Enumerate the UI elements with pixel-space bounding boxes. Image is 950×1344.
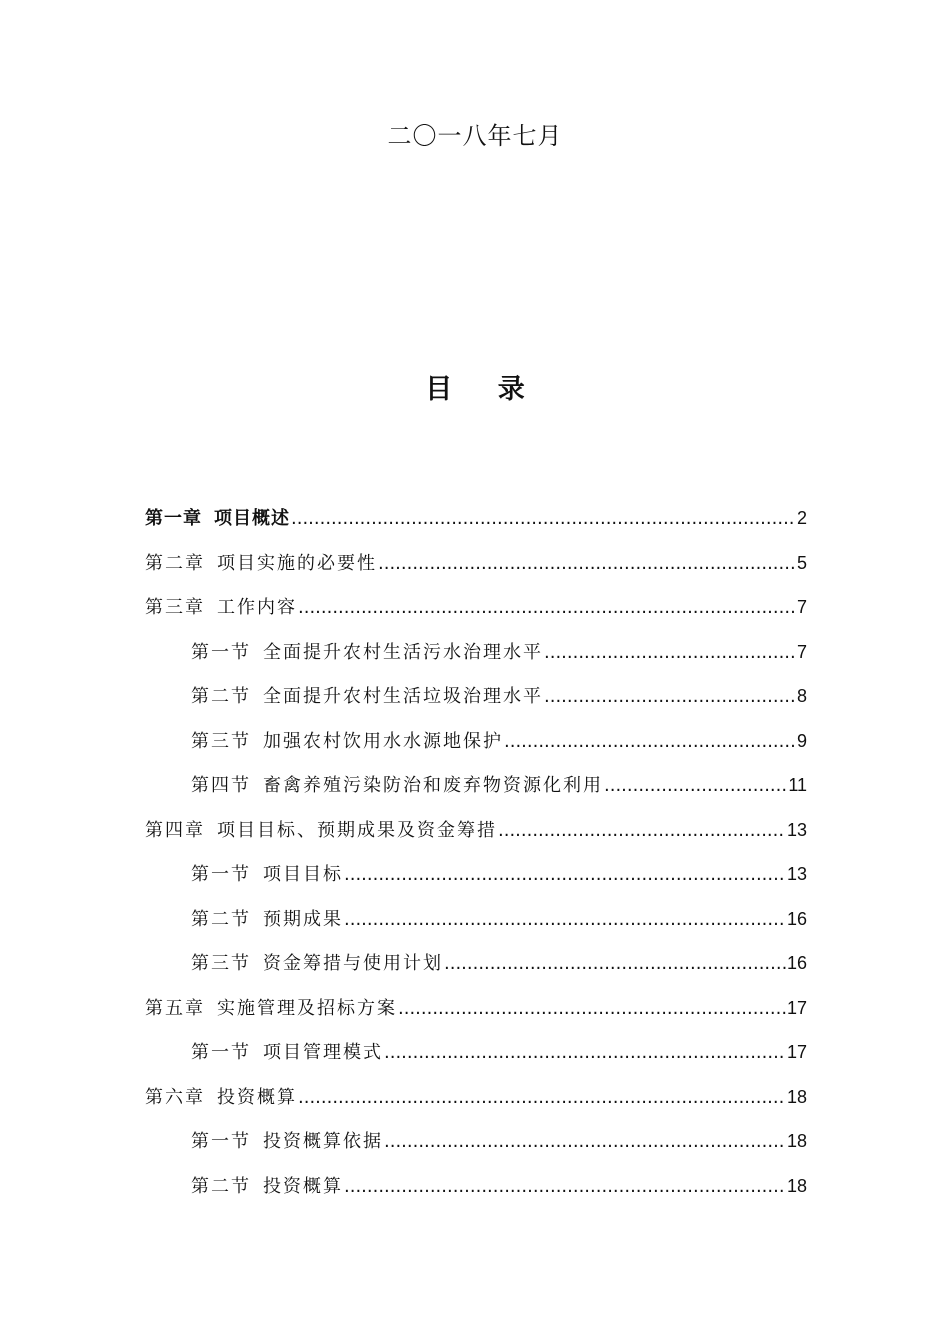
toc-dot-leader xyxy=(544,679,796,715)
toc-entry-title: 实施管理及招标方案 xyxy=(217,997,397,1019)
toc-dot-leader xyxy=(298,1080,786,1116)
toc-entry-label xyxy=(145,991,397,1027)
toc-entry-number: 第二节 xyxy=(191,686,251,707)
toc-dot-leader xyxy=(291,501,796,537)
toc-page-number: 17 xyxy=(786,1042,807,1062)
toc-entry-title: 项目目标 xyxy=(263,864,343,885)
toc-entry-label xyxy=(191,768,603,804)
toc-page-number: 7 xyxy=(796,641,807,662)
table-of-contents xyxy=(145,500,807,1212)
toc-entry[interactable] xyxy=(145,901,807,946)
toc-dot-leader xyxy=(444,946,786,982)
toc-entry-number: 第二章 xyxy=(145,552,205,574)
toc-entry-title: 投资概算 xyxy=(217,1086,297,1108)
toc-entry-label xyxy=(191,1169,343,1205)
toc-page-number: 2 xyxy=(796,508,807,528)
toc-page-number: 8 xyxy=(796,686,807,706)
toc-entry-number: 第一章 xyxy=(145,508,202,529)
toc-dot-leader xyxy=(398,991,786,1027)
toc-entry-title: 项目管理模式 xyxy=(263,1042,383,1063)
toc-entry[interactable] xyxy=(145,545,807,590)
toc-dot-leader xyxy=(344,1169,786,1205)
toc-entry-label xyxy=(191,946,443,982)
toc-entry[interactable] xyxy=(145,634,807,679)
toc-entry-label xyxy=(145,813,497,849)
toc-dot-leader xyxy=(298,590,796,626)
toc-entry-title: 投资概算 xyxy=(263,1175,343,1197)
toc-page-number: 16 xyxy=(786,953,807,973)
toc-page-number: 18 xyxy=(786,1175,807,1196)
toc-entry[interactable] xyxy=(145,723,807,768)
toc-page-number: 9 xyxy=(796,730,807,751)
toc-page-number: 11 xyxy=(788,775,807,795)
toc-dot-leader xyxy=(544,635,796,671)
toc-entry-title: 项目实施的必要性 xyxy=(217,552,377,574)
toc-page-number: 13 xyxy=(786,819,807,840)
toc-entry-title: 投资概算依据 xyxy=(263,1131,383,1152)
toc-heading: 目 录 xyxy=(425,374,543,405)
toc-entry[interactable] xyxy=(145,856,807,901)
toc-dot-leader xyxy=(504,724,796,760)
toc-entry-label xyxy=(191,724,503,760)
toc-entry[interactable] xyxy=(145,1079,807,1124)
toc-entry-title: 工作内容 xyxy=(217,597,297,618)
toc-entry-number: 第一节 xyxy=(191,641,251,663)
toc-entry-label xyxy=(191,635,543,671)
toc-entry-label xyxy=(145,501,290,537)
toc-entry[interactable] xyxy=(145,589,807,634)
toc-entry-number: 第六章 xyxy=(145,1086,205,1108)
toc-page-number: 18 xyxy=(786,1086,807,1107)
toc-entry[interactable] xyxy=(145,767,807,812)
toc-entry-number: 第一节 xyxy=(191,864,251,885)
toc-dot-leader xyxy=(384,1124,786,1160)
toc-entry[interactable] xyxy=(145,500,807,545)
toc-entry[interactable] xyxy=(145,1168,807,1213)
toc-entry-label xyxy=(191,857,343,893)
toc-dot-leader xyxy=(384,1035,786,1071)
document-date: 二〇一八年七月 xyxy=(387,122,563,150)
toc-entry-title: 项目概述 xyxy=(214,508,290,529)
toc-entry-label xyxy=(145,590,297,626)
toc-entry-number: 第二节 xyxy=(191,1175,251,1197)
toc-entry-number: 第四节 xyxy=(191,775,251,796)
toc-dot-leader xyxy=(378,546,796,582)
toc-dot-leader xyxy=(604,768,787,804)
toc-entry-title: 预期成果 xyxy=(263,908,343,930)
toc-entry[interactable] xyxy=(145,990,807,1035)
toc-entry-number: 第二节 xyxy=(191,908,251,930)
toc-page-number: 16 xyxy=(786,908,807,929)
toc-entry-number: 第一节 xyxy=(191,1131,251,1152)
toc-entry-number: 第五章 xyxy=(145,997,205,1019)
toc-entry[interactable] xyxy=(145,945,807,990)
toc-dot-leader xyxy=(344,902,786,938)
toc-entry[interactable] xyxy=(145,1123,807,1168)
toc-entry-label xyxy=(145,546,377,582)
toc-entry-label xyxy=(191,1124,383,1160)
toc-entry-label xyxy=(191,679,543,715)
toc-page-number: 7 xyxy=(796,597,807,617)
toc-page-number: 18 xyxy=(786,1131,807,1151)
toc-entry-number: 第一节 xyxy=(191,1042,251,1063)
toc-entry-title: 全面提升农村生活垃圾治理水平 xyxy=(263,686,543,707)
toc-page-number: 5 xyxy=(796,552,807,573)
toc-entry-title: 项目目标、预期成果及资金筹措 xyxy=(217,819,497,841)
toc-entry-title: 畜禽养殖污染防治和废弃物资源化利用 xyxy=(263,775,603,796)
toc-entry-number: 第四章 xyxy=(145,819,205,841)
toc-page-number: 13 xyxy=(786,864,807,884)
toc-entry-title: 资金筹措与使用计划 xyxy=(263,953,443,974)
toc-entry[interactable] xyxy=(145,678,807,723)
toc-entry-label xyxy=(145,1080,297,1116)
toc-entry-title: 加强农村饮用水水源地保护 xyxy=(263,730,503,752)
toc-entry[interactable] xyxy=(145,812,807,857)
toc-entry-label xyxy=(191,902,343,938)
toc-entry-title: 全面提升农村生活污水治理水平 xyxy=(263,641,543,663)
toc-entry-number: 第三节 xyxy=(191,730,251,752)
toc-entry-number: 第三章 xyxy=(145,597,205,618)
toc-dot-leader xyxy=(498,813,786,849)
toc-entry-number: 第三节 xyxy=(191,953,251,974)
toc-entry[interactable] xyxy=(145,1034,807,1079)
toc-page-number: 17 xyxy=(786,997,807,1018)
toc-dot-leader xyxy=(344,857,786,893)
toc-entry-label xyxy=(191,1035,383,1071)
